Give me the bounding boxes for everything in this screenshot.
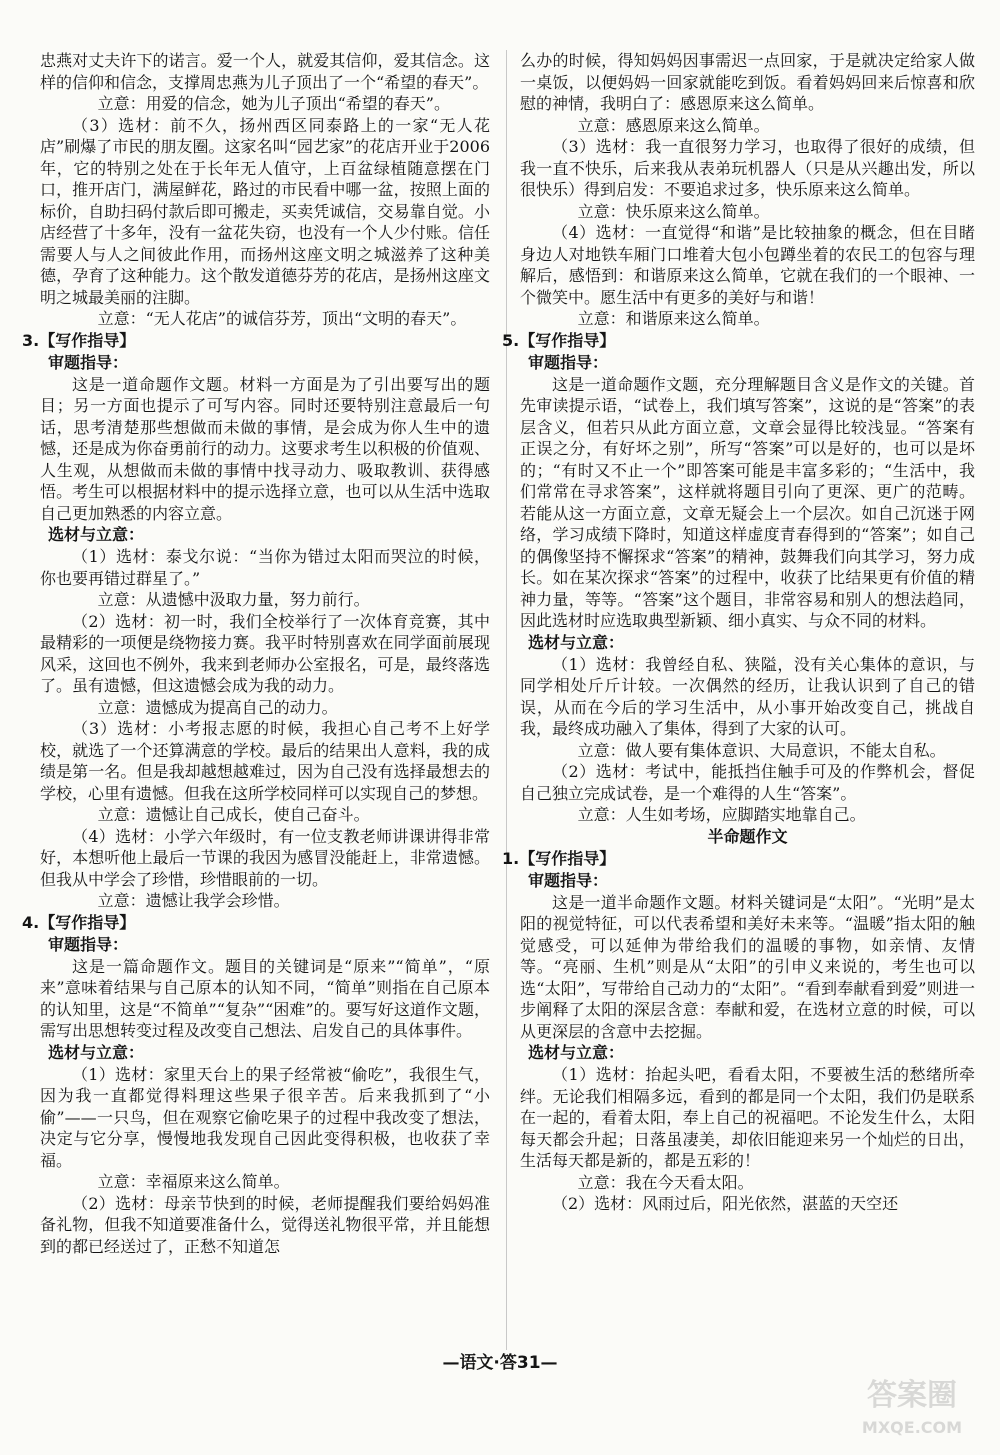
paragraph: （1）选材：我曾经自私、狭隘，没有关心集体的意识，与同学相处斤斤计较。一次偶然的经历，让我认识到了自己的错误，从而在今后的学习生活中，从小事开始改变自己，挑战自我，最终成功融入了集体，得到了大家的认可。 bbox=[520, 654, 975, 738]
paragraph: （3）选材：我一直很努力学习，也取得了很好的成绩，但我一直不快乐，后来我从表弟玩机器人（只是从兴趣出发，所以很快乐）得到启发：不要追求过多，快乐原来这么简单。 bbox=[520, 137, 975, 199]
section-number: 1. bbox=[502, 848, 520, 868]
paragraph: 立意：“无人花店”的诚信芬芳，顶出“文明的春天”。 bbox=[97, 309, 467, 328]
paragraph: 这是一道半命题作文题。材料关键词是“太阳”。“光明”是太阳的视觉特征，可以代表希望和美好未来等。“温暖”指太阳的触觉感受，可以延伸为带给我们的温暖的事物，如亲情、友情等。“亮丽、生机”则是从“太阳”的引申义来说的，考生也可以选“太阳”，写带给自己动力的“太阳”。“看到奉献看到爱”则进一步阐释了太阳的深层含意：奉献和爱，在选材立意的时候，可以从更深层的含意中去挖掘。 bbox=[520, 892, 975, 1041]
paragraph: （1）选材：家里天台上的果子经常被“偷吃”，我很生气，因为我一直都觉得料理这些果子很辛苦。后来我抓到了“小偷”——一只鸟，但在观察它偷吃果子的过程中我改变了想法，决定与它分享，慢慢地我发现自己因此变得积极，也收获了幸福。 bbox=[40, 1064, 490, 1170]
paragraph: 立意：从遗憾中汲取力量，努力前行。 bbox=[97, 590, 370, 609]
watermark-logo bbox=[842, 1373, 982, 1443]
paragraph: 立意：我在今天看太阳。 bbox=[577, 1172, 754, 1192]
section-number: 5. bbox=[502, 330, 520, 350]
paragraph: 么办的时候，得知妈妈因事需迟一点回家，于是就决定给家人做一桌饭，以便妈妈一回家就能吃到饭。看着妈妈回来后惊喜和欣慰的神情，我明白了：感恩原来这么简单。 bbox=[520, 51, 975, 113]
paragraph: （2）选材：风雨过后，阳光依然，湛蓝的天空还 bbox=[552, 1194, 899, 1213]
column-divider bbox=[506, 50, 507, 1350]
section-number: 3. bbox=[22, 330, 40, 350]
paragraph: 忠燕对丈夫许下的诺言。爱一个人，就爱其信仰，爱其信念。这样的信仰和信念，支撑周忠燕为儿子顶出了一个“希望的春天”。 bbox=[40, 51, 490, 92]
paragraph: 立意：人生如考场，应脚踏实地靠自己。 bbox=[577, 805, 866, 824]
paragraph: （4）选材：小学六年级时，有一位支教老师讲课讲得非常好，本想听他上最后一节课的我因为感冒没能赶上，非常遗憾。但我从中学会了珍惜，珍惜眼前的一切。 bbox=[40, 826, 490, 889]
paragraph: （4）选材：一直觉得“和谐”是比较抽象的概念，但在目睹身边人对地铁车厢门口堆着大包小包蹲坐着的农民工的包容与理解后，感悟到：和谐原来这么简单，它就在我们的一个眼神、一个微笑中。愿生活中有更多的美好与和谐！ bbox=[520, 223, 975, 307]
paragraph: 这是一篇命题作文。题目的关键词是“原来”“简单”，“原来”意味着结果与自己原本的认知不同，“简单”则指在自己原本的认知里，这是“不简单”“复杂”“困难”的。要写好这道作文题，需写出思想转变过程及改变自己想法、启发自己的具体事件。 bbox=[40, 956, 490, 1040]
svg-text:答案圈: 答案圈 bbox=[867, 1378, 957, 1413]
paragraph: （2）选材：母亲节快到的时候，老师提醒我们要给妈妈准备礼物，但我不知道要准备什么，觉得送礼物很平常，并且能想到的都已经送过了，正愁不知道怎 bbox=[40, 1193, 490, 1256]
subheading: 选材与立意： bbox=[528, 1043, 625, 1062]
section-number: 4. bbox=[22, 912, 40, 932]
section-heading: 3.【写作指导】 bbox=[22, 330, 136, 350]
section-heading: 1.【写作指导】 bbox=[502, 848, 616, 868]
paragraph: 立意：用爱的信念，她为儿子顶出“希望的春天”。 bbox=[97, 94, 450, 113]
paragraph: 这是一道命题作文题。材料一方面是为了引出要写出的题目；另一方面也提示了可写内容。同时还要特别注意最后一句话，思考清楚那些想做而未做的事情，是会成为你人生中的遗憾，还是成为你奋勇前行的动力。这要求考生以积极的价值观、人生观，从想做而未做的事情中找寻动力、吸取教训、获得感悟。考生可以根据材料中的提示选择立意，也可以从生活中选取自己更加熟悉的内容立意。 bbox=[40, 374, 490, 523]
paragraph: 立意：遗憾让我学会珍惜。 bbox=[97, 891, 290, 910]
paragraph: 立意：和谐原来这么简单。 bbox=[577, 309, 770, 328]
paragraph: 立意：感恩原来这么简单。 bbox=[577, 115, 770, 135]
subheading: 审题指导： bbox=[48, 934, 129, 954]
paragraph: （3）选材：前不久，扬州西区同泰路上的一家“无人花店”刷爆了市民的朋友圈。这家名叫“园艺家”的花店开业于2006年，它的特别之处在于长年无人值守，上百盆绿植随意摆在门口，推开店门，满屋鲜花，路过的市民看中哪一盆，按照上面的标价，自助扫码付款后即可搬走，买卖凭诚信，交易靠自觉。小店经营了十多年，没有一盆花失窃，也没有一个人少付账。信任需要人与人之间彼此作用，而扬州这座文明之城滋养了这种美德，孕育了这种能力。这个散发道德芬芳的花店，是扬州这座文明之城最美丽的注脚。 bbox=[40, 115, 490, 307]
subheading: 审题指导： bbox=[528, 870, 609, 890]
svg-text:MXQE.COM: MXQE.COM bbox=[861, 1418, 963, 1437]
paragraph: 这是一道命题作文题，充分理解题目含义是作文的关键。首先审读提示语，“试卷上，我们填写答案”，这说的是“答案”的表层含义，但若只从此方面立意，文章会显得比较浅显。“答案有正误之分，有好坏之别”，所写“答案”可以是好的，也可以是坏的；“有时又不止一个”即答案可能是丰富多彩的；“生活中，我们常常在寻求答案”，这样就将题目引向了更深、更广的范畴。若能从这一方面立意，文章无疑会上一个层次。如自己沉迷于网络，学习成绩下降时，知道这样虚度青春得到的“答案”；如自己的偶像坚持不懈探求“答案”的精神，鼓舞我们向其学习，努力成长。如在某次探求“答案”的过程中，收获了比结果更有价值的精神力量，等等。“答案”这个题目，非常容易和别人的想法趋同，因此选材时应选取典型新颖、细小真实、与众不同的材料。 bbox=[520, 374, 975, 630]
subheading: 选材与立意： bbox=[528, 632, 625, 652]
subheading: 选材与立意： bbox=[48, 525, 145, 544]
section-title: 半命题作文 bbox=[707, 826, 788, 846]
page-footer: —语文·答31— bbox=[442, 1353, 558, 1373]
paragraph: 立意：幸福原来这么简单。 bbox=[97, 1172, 290, 1191]
paragraph: （2）选材：考试中，能抵挡住触手可及的作弊机会，督促自己独立完成试卷，是一个难得的人生“答案”。 bbox=[520, 762, 975, 803]
paragraph: （1）选材：泰戈尔说：“当你为错过太阳而哭泣的时候，你也要再错过群星了。” bbox=[40, 547, 490, 588]
paragraph: 立意：做人要有集体意识、大局意识，不能太自私。 bbox=[577, 740, 946, 760]
paragraph: （3）选材：小考报志愿的时候，我担心自己考不上好学校，就选了一个还算满意的学校。最后的结果出人意料，我的成绩是第一名。但是我却越想越难过，因为自己没有选择最想去的学校，心里有遗憾。但我在这所学校同样可以实现自己的梦想。 bbox=[40, 719, 490, 803]
paragraph: 立意：遗憾成为提高自己的动力。 bbox=[97, 697, 338, 717]
paragraph: （1）选材：抬起头吧，看看太阳，不要被生活的愁绪所牵绊。无论我们相隔多远，看到的都是同一个太阳，我们仍是联系在一起的，看着太阳，奉上自己的祝福吧。不论发生什么，太阳每天都会升起；日落虽凄美，却依旧能迎来另一个灿烂的日出，生活每天都是新的，都是五彩的！ bbox=[520, 1065, 975, 1170]
section-heading: 5.【写作指导】 bbox=[502, 330, 616, 350]
paragraph: 立意：遗憾让自己成长，使自己奋斗。 bbox=[97, 805, 370, 824]
paragraph: 立意：快乐原来这么简单。 bbox=[577, 201, 770, 221]
subheading: 选材与立意： bbox=[48, 1042, 145, 1062]
section-heading: 4.【写作指导】 bbox=[22, 912, 136, 932]
subheading: 审题指导： bbox=[48, 352, 129, 372]
subheading: 审题指导： bbox=[528, 352, 609, 372]
paragraph: （2）选材：初一时，我们全校举行了一次体育竞赛，其中最精彩的一项便是绕物接力赛。我平时特别喜欢在同学面前展现风采，这回也不例外，我来到老师办公室报名，可是，最终落选了。虽有遗憾，但这遗憾会成为我的动力。 bbox=[40, 611, 490, 695]
left-column bbox=[22, 50, 490, 1257]
right-column bbox=[502, 50, 975, 1215]
